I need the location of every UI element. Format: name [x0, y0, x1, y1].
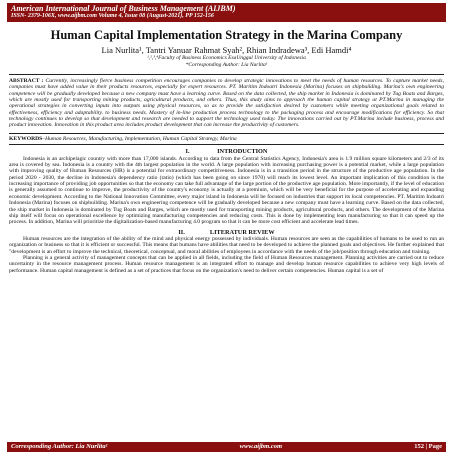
section-title: LITERATUR REVIEW [209, 228, 275, 236]
literature-paragraph: Human resources are the integration of the ability of the mind and physical energy possessed by individuals. Human resources are seen as the capabilities of humans to be used to run an organization or business so that it is efficient or successful. This means that humans have abilities that need to be developed to achieve the planned goals and objectives. He further explained that "development is an effort to improve the technical, theoretical, conceptual, and moral abilities of employees in accordance with the needs of the job/position through education and training. [9, 236, 444, 255]
page-number: 152 | Page [414, 443, 442, 450]
keywords-text: –Human Resources, Manufacturing, Implementation, Human Capital Strategy, Marina [42, 135, 237, 142]
author-list: Lia Nurlita¹, Tantri Yanuar Rahmat Syah², Rhian Indradewa³, Edi Hamdi⁴ [101, 45, 352, 55]
journal-issn: ISSN- 2379-106X, www.aijbm.com Volume 4, Issue 08 (August-2021), PP 152-156 [11, 13, 214, 19]
journal-banner [7, 3, 446, 22]
abstract-text: Currently, increasingly fierce business competition encourages companies to develop strategic innovations to meet the needs of human resources. To capture market needs, companies must have added value in their products resources, especially for expert resources. PT. Maritim Indoatri Indonesia (Marina) focuses on shipbuilding. Marina's own engineering competence will be gradually developed because a new company must have a learning curve. Based on the data collected, the ship market in Indonesia is dominated by Tug Boats and Barges, which are mostly used for transporting mining products, agricultural products, and others. Thus, this study aims to approach the human capital strategy at PT.Marina in managing the operational strategies in converting inputs into outputs using physical resources, so as to provide the satisfaction desired by customers while meeting organizational goals related to effectiveness, efficiency and adaptability. to business needs. Mastery of in-line production process technology to the packaging process and encourage modifications for efficiency. So that technology continues to develop so that development and research are needed to support the technology used today. The innovations carried out by PT.Marina include business, process and product innovation. Innovation in this product area includes product development that can increase the productivity of customers. [9, 78, 445, 129]
keywords [9, 136, 444, 146]
literature-paragraph: Planning is a general activity of management concepts that can be applied in all fields, including the field of Human Resources management. Planning activities are carried out to reduce uncertainty in the resource management process. Human resource management is an integrated effort to manage and develop human resource capabilities to achieve very high levels of performance. Human capital management is defined as a set of practices that focus on the organization's need to deliver certain competencies. Human capital is a set of [9, 255, 444, 274]
page-footer [7, 442, 446, 452]
section-title: INTRODUCTION [217, 148, 268, 156]
footer-url: www.aijbm.com [239, 443, 283, 450]
corresponding-note: *Corresponding Author: Lia Nurlita¹ [185, 62, 268, 68]
section-number: II. [178, 228, 185, 236]
section-heading-introduction [9, 148, 444, 156]
abstract-label: ABSTRACT : [9, 78, 44, 84]
section-number: I. [185, 148, 190, 156]
introduction-paragraph: Indonesia is an archipelagic country with more than 17,000 islands. According to data from the Central Statistics Agency, Indonesia's area is 1.9 million square kilometers and 2/3 of its area is covered by sea. Indonesia is a country with the 4th largest population in the world. A large population with increasing purchasing power is a potential market, while a large population with improving quality of Human Resources (HR) is a potential for extraordinary competitiveness. Indonesia is in a transition period in the structure of the productive age population. In the period 2020 - 2030, the decline in Indonesia's dependency ratio (ratio) (which has been going on since 1970) will reach its lowest level. An important implication of this condition is the increasing importance of providing job opportunities so that the economy can take full advantage of the large portion of the productive age population. More importantly, if the level of education is generally assumed to continue to improve, the productivity of the country's economy is actually at a premium, which will be very beneficial for the purpose of accelerating and expanding economic development. According to the National Innovation Committee, every major island in Indonesia will be focused on industries that support its local competencies. PT. Maritim Indoatri Indonesia (Marina) focuses on shipbuilding. Marina's own engineering competence will be gradually developed because a new company must have a learning curve. Based on the data collected, the ship market in Indonesia is dominated by Tug Boats and Barges, which are mostly used for transporting mining products, agricultural products, and others. The development of the Marina ship itself will focus on operational excellence by optimizing manufacturing competencies and reducing costs. This is done by implementing lean manufacturing so that it can speed up the process. In addition, Marina will prioritize the digitalization-based manufacturing 4.0 program so that it can be more cost efficient and accelerate lead times. [9, 155, 444, 226]
paper-title: Human Capital Implementation Strategy in the Marina Company [50, 28, 403, 42]
keywords-label: KEYWORDS [9, 135, 43, 142]
journal-name: American International Journal of Business Management (AIJBM) [11, 4, 236, 13]
abstract [9, 74, 444, 134]
section-heading-literature [9, 229, 444, 237]
footer-author: Corresponding Author: Lia Nurlita¹ [11, 443, 108, 450]
affiliation: ¹,²,³,⁴Faculty of Business Economics EsaUnggul University of Indonesia [147, 55, 306, 61]
